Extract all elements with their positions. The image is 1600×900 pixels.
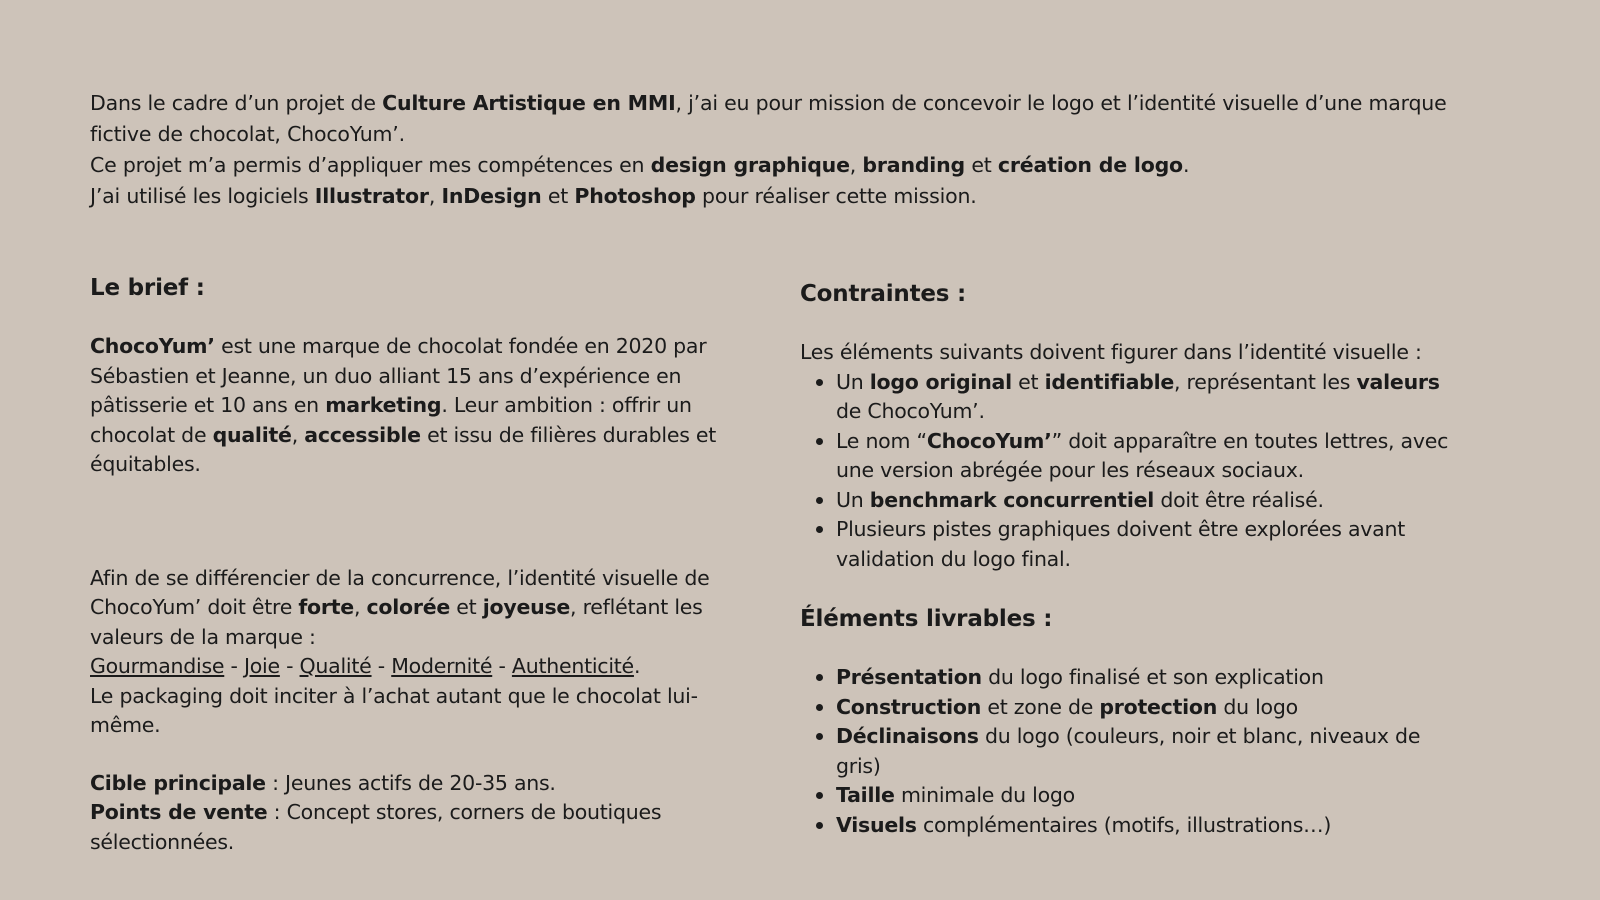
packaging-text: Le packaging doit inciter à l’achat autant que le chocolat lui-même. <box>90 683 698 737</box>
list-item: Taille minimale du logo <box>836 781 1460 811</box>
intro-line-1: Dans le cadre d’un projet de Culture Artistique en MMI, j’ai eu pour mission de concevoir le logo et l’identité visuelle d’une marque fictive de chocolat, ChocoYum’. <box>90 91 1447 146</box>
brand-values: Gourmandise - Joie - Qualité - Modernité - Authenticité. <box>90 654 641 678</box>
list-item: Déclinaisons du logo (couleurs, noir et blanc, niveaux de gris) <box>836 722 1460 781</box>
list-item: Visuels complémentaires (motifs, illustrations…) <box>836 811 1460 841</box>
intro-text <box>90 88 1490 212</box>
list-item: Présentation du logo finalisé et son explication <box>836 663 1460 693</box>
value-modernite: Modernité <box>391 654 493 678</box>
intro-line-3: J’ai utilisé les logiciels Illustrator, InDesign et Photoshop pour réaliser cette mission. <box>90 184 977 208</box>
brief-paragraph-2: Afin de se différencier de la concurrence, l’identité visuelle de ChocoYum’ doit être forte, colorée et joyeuse, reflétant les valeurs de la marque : <box>90 565 710 649</box>
constraints-list <box>800 368 1460 575</box>
value-authenticite: Authenticité <box>511 654 634 678</box>
list-item: Un benchmark concurrentiel doit être réalisé. <box>836 486 1460 516</box>
list-item: Construction et zone de protection du logo <box>836 693 1460 723</box>
brief-paragraph-1: ChocoYum’ est une marque de chocolat fondée en 2020 par Sébastien et Jeanne, un duo alliant 15 ans d’expérience en pâtisserie et 10 ans en marketing. Leur ambition : offrir un chocolat de qualité, accessible et issu de filières durables et équitables. <box>90 334 717 476</box>
value-gourmandise: Gourmandise <box>90 654 225 678</box>
brief-section <box>90 272 745 857</box>
list-item: Le nom “ChocoYum’” doit apparaître en toutes lettres, avec une version abrégée pour les réseaux sociaux. <box>836 427 1460 486</box>
deliverables-title: Éléments livrables : <box>800 606 1053 632</box>
constraints-lead: Les éléments suivants doivent figurer dans l’identité visuelle : <box>800 340 1422 364</box>
brief-title: Le brief : <box>90 275 205 301</box>
target-line: Cible principale : Jeunes actifs de 20-35 ans. <box>90 770 556 795</box>
constraints-section <box>800 278 1460 840</box>
value-joie: Joie <box>243 654 280 678</box>
constraints-title: Contraintes : <box>800 281 967 307</box>
value-qualite: Qualité <box>299 654 372 678</box>
sales-points-line: Points de vente : Concept stores, corners de boutiques sélectionnées. <box>90 800 662 854</box>
list-item: Un logo original et identifiable, représentant les valeurs de ChocoYum’. <box>836 368 1460 427</box>
deliverables-list <box>800 663 1460 840</box>
intro-line-2: Ce projet m’a permis d’appliquer mes compétences en design graphique, branding et création de logo. <box>90 153 1190 177</box>
list-item: Plusieurs pistes graphiques doivent être explorées avant validation du logo final. <box>836 515 1460 574</box>
